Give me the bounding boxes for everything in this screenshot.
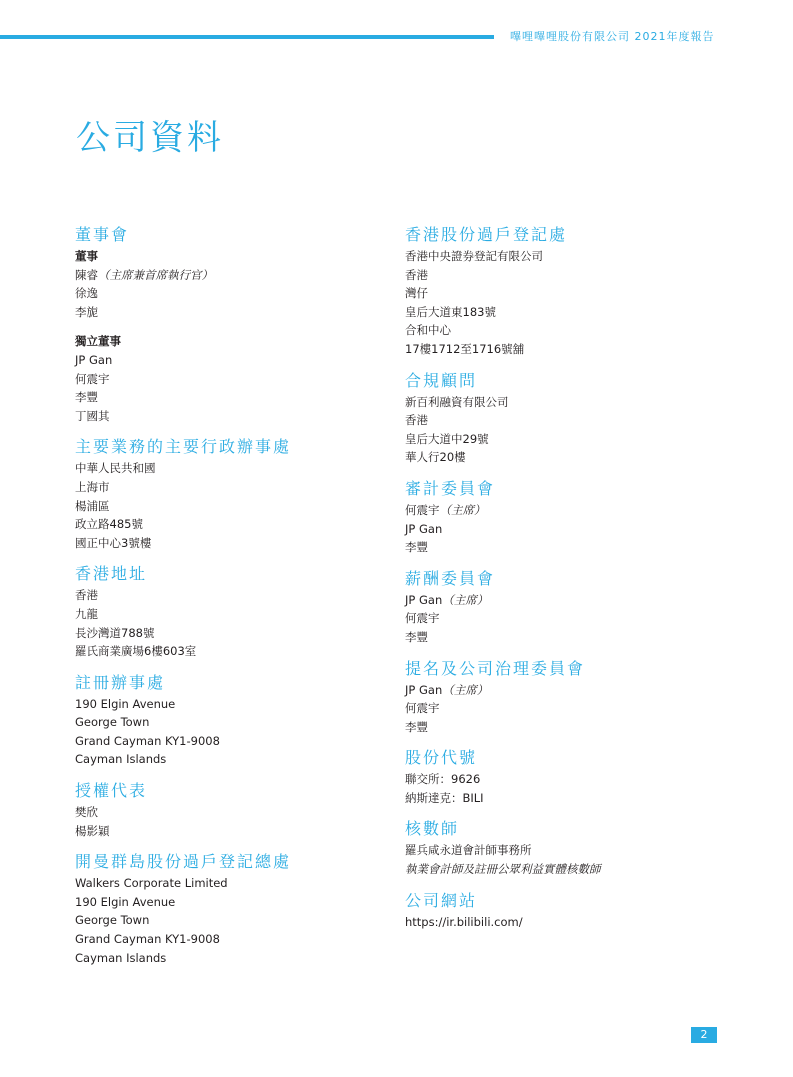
section-website [405,890,745,932]
address-line: George Town [75,913,150,928]
spacer [405,467,745,478]
representative-name: 樊欣 [75,805,98,820]
left-column [75,224,375,967]
section-heading-cayman-registrar: 開曼群島股份過戶登記總處 [75,852,292,872]
report-header-title: 嗶哩嗶哩股份有限公司 2021年度報告 [510,30,715,43]
member-name: 李豐 [405,540,428,555]
section-authorized-reps [75,780,375,840]
member-name: 何震宇 [405,611,440,626]
spacer [405,879,745,890]
section-remuneration-committee [405,568,745,647]
right-column [405,224,745,931]
address-line: 皇后大道中29號 [405,431,489,446]
spacer [75,840,375,851]
address-line: Grand Cayman KY1-9008 [75,733,220,748]
director-chair [75,266,375,285]
stock-code: 聯交所：9626 [405,772,481,787]
section-registered-office [75,672,375,769]
section-board [75,224,375,425]
address-line: 中華人民共和國 [75,461,156,476]
section-heading-auditor: 核數師 [405,819,460,839]
member-name: 何震宇 [405,701,440,716]
address-line: 香港中央證券登記有限公司 [405,249,543,263]
member-name: 何震宇 [405,502,440,517]
committee-chair [405,501,745,520]
director-name: 陳睿 [75,267,98,282]
section-heading-audit-committee: 審計委員會 [405,478,496,498]
address-line: 17樓1712至1716號舖 [405,341,525,356]
spacer [75,769,375,780]
spacer [405,359,745,370]
page-number: 2 [691,1027,717,1043]
spacer [75,661,375,672]
section-heading-stock-codes: 股份代號 [405,748,478,768]
member-name: 李豐 [405,629,428,644]
spacer [75,425,375,436]
stock-code: 納斯達克：BILI [405,790,484,805]
address-line: 香港 [75,588,98,603]
committee-chair [405,681,745,700]
section-heading-remuneration-committee: 薪酬委員會 [405,568,496,588]
address-line: 羅氏商業廣場6樓603室 [75,644,197,659]
section-cayman-registrar [75,851,375,967]
chair-note: （主席） [439,502,486,517]
section-principal-office [75,436,375,552]
section-heading-authorized-reps: 授權代表 [75,781,148,801]
chair-note: （主席兼首席執行官） [98,267,213,282]
address-line: 長沙灣道788號 [75,625,155,640]
director-name: 徐逸 [75,286,98,301]
address-line: Cayman Islands [75,752,167,767]
website-link[interactable]: https://ir.bilibili.com/ [405,914,523,929]
address-line: Walkers Corporate Limited [75,876,228,891]
chair-note: （主席） [442,592,489,607]
section-hk-registrar [405,224,745,359]
section-audit-committee [405,478,745,557]
spacer [405,807,745,818]
section-heading-board: 董事會 [75,225,130,244]
address-line: 九龍 [75,606,98,621]
section-heading-registered-office: 註冊辦事處 [75,672,166,692]
independent-director-name: JP Gan [75,352,113,367]
address-line: 楊浦區 [75,498,110,513]
directors-label: 董事 [75,249,98,263]
director-name: 李旎 [75,304,98,319]
auditor-name: 羅兵咸永道會計師事務所 [405,843,532,858]
member-name: JP Gan [405,682,443,697]
address-line: 皇后大道東183號 [405,304,496,319]
section-heading-website: 公司網站 [405,890,478,910]
spacer [75,321,375,332]
section-heading-compliance-adviser: 合規顧問 [405,370,478,390]
address-line: 190 Elgin Avenue [75,894,176,909]
spacer [75,552,375,563]
address-line: 香港 [405,267,428,282]
section-nomination-committee [405,658,745,737]
section-auditor [405,818,745,878]
independent-director-name: 丁國其 [75,408,110,423]
address-line: 新百利融資有限公司 [405,394,509,409]
address-line: 華人行20樓 [405,450,466,465]
independent-director-name: 李豐 [75,390,98,405]
address-line: 國正中心3號樓 [75,535,152,550]
section-stock-codes [405,747,745,807]
address-line: 190 Elgin Avenue [75,696,176,711]
address-line: 合和中心 [405,323,451,338]
spacer [405,647,745,658]
address-line: Cayman Islands [75,950,167,965]
member-name: 李豐 [405,719,428,734]
committee-chair [405,591,745,610]
address-line: 上海市 [75,479,110,494]
section-heading-hk-address: 香港地址 [75,564,148,584]
independent-director-name: 何震宇 [75,371,110,386]
address-line: George Town [75,715,150,730]
header-rule [0,35,494,39]
address-line: 政立路485號 [75,517,143,532]
spacer [405,557,745,568]
page-title: 公司資料 [76,118,224,158]
representative-name: 楊影穎 [75,823,110,838]
spacer [405,736,745,747]
section-compliance-adviser [405,370,745,467]
section-heading-principal-office: 主要業務的主要行政辦事處 [75,437,292,457]
independent-directors-label: 獨立董事 [75,334,121,349]
member-name: JP Gan [405,521,443,536]
address-line: Grand Cayman KY1-9008 [75,932,220,947]
section-hk-address [75,563,375,660]
chair-note: （主席） [442,682,489,697]
address-line: 灣仔 [405,286,428,301]
member-name: JP Gan [405,592,443,607]
auditor-note: 執業會計師及註冊公眾利益實體核數師 [405,862,601,877]
section-heading-hk-registrar: 香港股份過戶登記處 [405,225,568,244]
address-line: 香港 [405,413,428,428]
section-heading-nomination-committee: 提名及公司治理委員會 [405,658,586,678]
